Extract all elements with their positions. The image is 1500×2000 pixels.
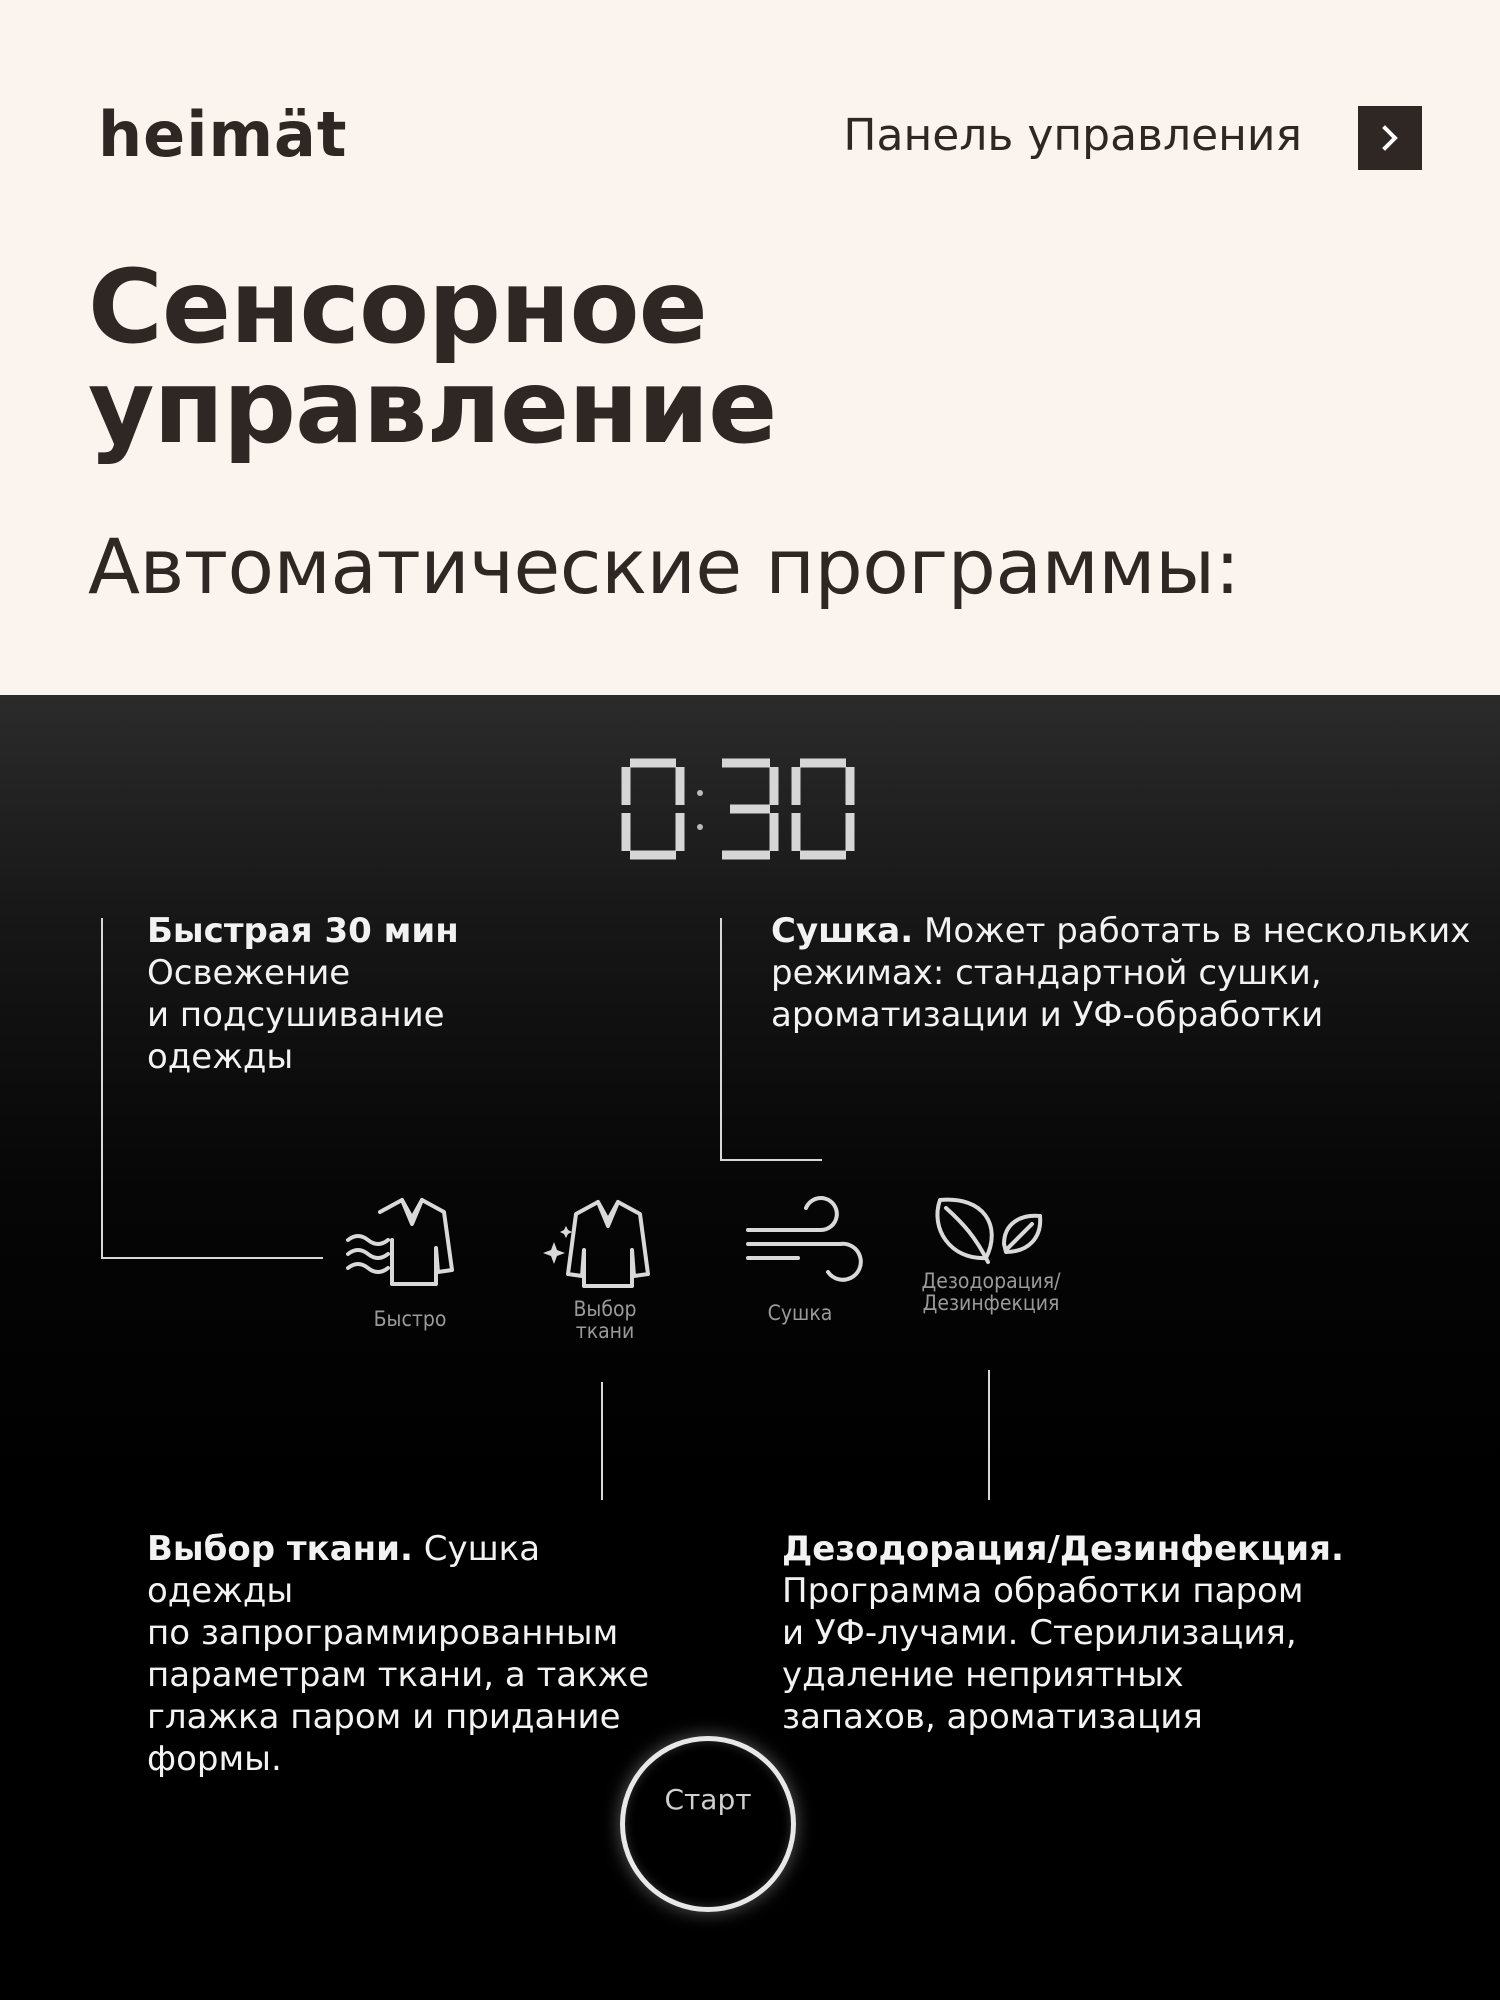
program-dry-title: Сушка. bbox=[771, 911, 914, 951]
program-deodor-line: запахов, ароматизация bbox=[782, 1697, 1203, 1737]
program-fabric-label bbox=[540, 1298, 670, 1342]
program-fabric-title: Выбор ткани. bbox=[147, 1529, 413, 1569]
program-dry-line: Может работать в нескольких bbox=[923, 911, 1471, 951]
leaves-icon bbox=[920, 1188, 1060, 1278]
title-line-2: управление bbox=[88, 348, 777, 467]
start-button-label: Старт bbox=[664, 1783, 752, 1816]
connector-fabric-v bbox=[601, 1382, 603, 1500]
next-button[interactable] bbox=[1358, 106, 1422, 170]
program-fast-button[interactable] bbox=[340, 1190, 480, 1340]
program-dry-label: Сушка bbox=[767, 1301, 833, 1325]
timer-display bbox=[620, 755, 860, 865]
program-fast-label: Быстро bbox=[373, 1307, 447, 1331]
title-line-1: Сенсорное bbox=[88, 248, 707, 367]
program-fast-line: Освежение bbox=[147, 953, 351, 993]
shirt-sparkle-icon bbox=[540, 1190, 670, 1290]
program-fabric-label-2: ткани bbox=[575, 1319, 635, 1343]
program-fast-description bbox=[147, 910, 567, 1078]
program-fabric-line: Сушка одежды bbox=[147, 1529, 541, 1611]
program-fabric-label-1: Выбор bbox=[573, 1297, 637, 1321]
program-dry-button[interactable] bbox=[740, 1190, 870, 1340]
program-fabric-line: параметрам ткани, а также bbox=[147, 1655, 650, 1695]
program-fabric-line: по запрограммированным bbox=[147, 1613, 619, 1653]
brand-logo: heimät bbox=[98, 98, 348, 171]
program-dry-description bbox=[771, 910, 1471, 1036]
program-fabric-description bbox=[147, 1528, 687, 1780]
program-deodor-label bbox=[916, 1270, 1066, 1314]
connector-dry-v bbox=[720, 918, 722, 1160]
program-deodor-line: Программа обработки паром bbox=[782, 1571, 1304, 1611]
shirt-waves-icon bbox=[340, 1190, 480, 1290]
connector-deodor-v bbox=[988, 1370, 990, 1500]
program-fabric-line: глажка паром и придание bbox=[147, 1697, 621, 1737]
wind-icon bbox=[740, 1190, 870, 1290]
program-fast-title: Быстрая 30 мин bbox=[147, 911, 459, 951]
header-section bbox=[0, 0, 1500, 695]
program-deodor-description bbox=[782, 1528, 1442, 1738]
program-dry-line: ароматизации и УФ-обработки bbox=[771, 995, 1324, 1035]
program-deodor-button[interactable] bbox=[920, 1188, 1060, 1338]
chevron-right-icon bbox=[1375, 123, 1405, 153]
program-fast-line: и подсушивание bbox=[147, 995, 445, 1035]
program-deodor-line: и УФ-лучами. Стерилизация, bbox=[782, 1613, 1297, 1653]
connector-dry-h bbox=[720, 1159, 822, 1161]
connector-fast-v bbox=[101, 918, 103, 1258]
page-title bbox=[88, 248, 777, 467]
page-subtitle: Автоматические программы: bbox=[88, 522, 1240, 611]
program-fast-line: одежды bbox=[147, 1037, 294, 1077]
program-fabric-button[interactable] bbox=[540, 1190, 670, 1350]
program-dry-line: режимах: стандартной сушки, bbox=[771, 953, 1322, 993]
start-button[interactable] bbox=[620, 1736, 796, 1912]
program-deodor-line: удаление неприятных bbox=[782, 1655, 1184, 1695]
program-deodor-label-2: Дезинфекция bbox=[922, 1291, 1060, 1315]
program-deodor-label-1: Дезодорация/ bbox=[921, 1269, 1061, 1293]
program-deodor-title: Дезодорация/Дезинфекция. bbox=[782, 1529, 1344, 1569]
nav-label[interactable]: Панель управления bbox=[843, 110, 1302, 161]
connector-fast-h bbox=[101, 1257, 323, 1259]
program-fabric-line: формы. bbox=[147, 1739, 282, 1779]
